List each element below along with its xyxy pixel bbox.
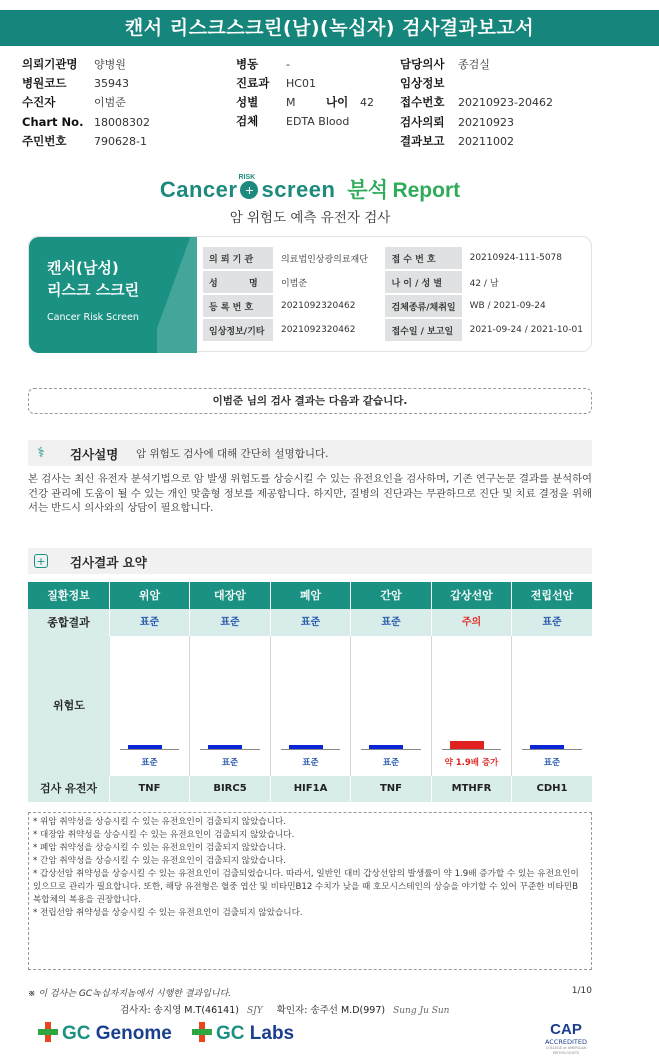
note-item: * 대장암 취약성을 상승시킬 수 있는 유전요인이 검출되지 않았습니다. xyxy=(33,830,295,840)
note-item: * 간암 취약성을 상승시킬 수 있는 유전요인이 검출되지 않았습니다. xyxy=(33,856,287,866)
info-row: 의 뢰 기 관 의료법인상광의료재단 접 수 번 호 20210924-111-5078 xyxy=(203,247,589,269)
footnote: ※ 이 검사는 GC녹십자지놈에서 시행한 결과입니다. xyxy=(28,989,232,999)
product-panel: 캔서(남성) 리스크 스크린 Cancer Risk Screen xyxy=(29,237,197,353)
header-field: 의뢰기관명 양병원 xyxy=(22,57,126,71)
patient-info-box xyxy=(28,236,592,352)
disease-header: 간암 xyxy=(351,582,432,609)
note-item: * 갑상선암 취약성을 상승시킬 수 있는 유전요인이 검출되었습니다. 따라서, 일반인 대비 갑상선암의 발생률이 약 1.9배 증가할 수 있는 유전요인이 있으므로 관리가 필요합니다. 또한, 해당 유전형은 혈중 엽산 및 비타민B12 수치가 낮을 때 호모시스테인의 상승을 야기할 수 있어 꾸준한 비타민B 복합체의 복용을 권장합니다. xyxy=(33,869,579,905)
disease-header: 전립선암 xyxy=(512,582,592,609)
risk-bar xyxy=(369,745,403,749)
report-title: 캔서 리스크스크린(남)(녹십자) 검사결과보고서 xyxy=(0,10,659,46)
disease-header: 대장암 xyxy=(190,582,271,609)
note-item: * 전립선암 취약성을 상승시킬 수 있는 유전요인이 검출되지 않았습니다. xyxy=(33,908,303,918)
summary-cell: 표준 xyxy=(190,609,271,636)
risk-baseline xyxy=(281,749,340,750)
risk-bar xyxy=(530,745,564,749)
gc-genome-logo: GC Genome xyxy=(38,1022,172,1045)
note-item: * 폐암 취약성을 상승시킬 수 있는 유전요인이 검출되지 않았습니다. xyxy=(33,843,287,853)
risk-cell xyxy=(432,636,512,776)
gene-cell: TNF xyxy=(351,776,432,802)
gene-cell: CDH1 xyxy=(512,776,592,802)
risk-baseline xyxy=(522,749,582,750)
gene-row: 검사 유전자 TNF BIRC5 HIF1A TNF MTHFR CDH1 xyxy=(28,776,592,802)
risk-baseline xyxy=(120,749,179,750)
risk-baseline xyxy=(361,749,421,750)
gene-cell: TNF xyxy=(110,776,190,802)
risk-cell xyxy=(351,636,432,776)
summary-cell: 주의 xyxy=(432,609,512,636)
summary-cell: 표준 xyxy=(110,609,190,636)
risk-level-label: 표준 xyxy=(543,758,561,768)
risk-row: 위험도 표준 표준 표준 표준 약 1.9배 증가 표준 xyxy=(28,636,592,776)
confirmer-signature: Sung Ju Sun xyxy=(393,1006,450,1016)
stethoscope-icon: ⚕ xyxy=(37,445,45,461)
header-field: 담당의사 종검실 xyxy=(400,57,490,71)
document-plus-icon: + xyxy=(34,554,48,568)
risk-bar xyxy=(128,745,162,749)
info-row: 임상정보/기타 2021092320462 접수일 / 보고일 2021-09-24 / 2021-10-01 xyxy=(203,319,589,341)
tester: 검사자: 송지영 M.T(46141) xyxy=(120,1005,239,1016)
info-row: 등 록 번 호 2021092320462 검체종류/채취일 WB / 2021-09-24 xyxy=(203,295,589,317)
cap-accredited-logo: CAP ACCREDITED COLLEGE of AMERICAN PATHOLOGISTS xyxy=(544,1021,588,1055)
section-test-description: ⚕ 검사설명 암 위험도 검사에 대해 간단히 설명합니다. xyxy=(28,440,592,466)
summary-cell: 표준 xyxy=(271,609,351,636)
header-field: 병원코드 35943 xyxy=(22,76,129,90)
summary-cell: 표준 xyxy=(512,609,592,636)
plus-icon: RISK + xyxy=(240,181,258,199)
header-field: 검사의뢰 20210923 xyxy=(400,115,514,129)
header-col3 xyxy=(400,57,553,153)
risk-level-label: 표준 xyxy=(221,758,239,768)
header-field: Chart No. 18008302 xyxy=(22,115,150,129)
risk-bar xyxy=(208,745,242,749)
summary-row: 종합결과 표준 표준 표준 표준 주의 표준 xyxy=(28,609,592,636)
disease-header-row: 질환정보 위암 대장암 폐암 간암 갑상선암 전립선암 xyxy=(28,582,592,609)
tester-signature: SJY xyxy=(246,1006,263,1016)
gc-cross-icon xyxy=(38,1022,58,1042)
disease-header: 폐암 xyxy=(271,582,351,609)
header-field: 결과보고 20211002 xyxy=(400,134,514,148)
test-description-text: 본 검사는 최신 유전자 분석기법으로 암 발생 위험도를 상승시킬 수 있는 유전요인을 검사하며, 기존 연구논문 결과를 분석하여 건강 관리에 도움이 될 수 있는 개인 맞춤형 정보를 제공합니다. 하지만, 질병의 진단과는 무관하므로 진단 및 치료 결정을 위해서는 반드시 의사와의 상담이 필요합니다. xyxy=(28,473,592,514)
age-value: 42 xyxy=(360,96,374,109)
gene-cell: MTHFR xyxy=(432,776,512,802)
risk-cell xyxy=(190,636,271,776)
header-field: 진료과 HC01 xyxy=(236,76,316,90)
gc-labs-logo: GC Labs xyxy=(192,1022,294,1045)
header-field: 임상정보 xyxy=(400,76,445,90)
risk-baseline xyxy=(442,749,501,750)
header-field: 성별 M 나이 42 xyxy=(236,95,374,109)
age-label: 나이 xyxy=(326,95,349,109)
results-table xyxy=(28,582,592,802)
disease-header: 위암 xyxy=(110,582,190,609)
header-field: 검체 EDTA Blood xyxy=(236,114,350,128)
gene-cell: HIF1A xyxy=(271,776,351,802)
header-field: 접수번호 20210923-20462 xyxy=(400,95,553,109)
report-body xyxy=(28,166,592,1028)
header-field: 수진자 이범준 xyxy=(22,95,126,109)
report-subtitle: 암 위험도 예측 유전자 검사 xyxy=(229,210,391,226)
signers xyxy=(120,1002,463,1016)
note-item: * 위암 취약성을 상승시킬 수 있는 유전요인이 검출되지 않았습니다. xyxy=(33,817,287,827)
header-col2 xyxy=(236,57,374,133)
disease-header: 갑상선암 xyxy=(432,582,512,609)
risk-bar xyxy=(450,741,484,749)
section-result-summary: + 검사결과 요약 xyxy=(28,548,592,574)
patient-info-table xyxy=(201,245,591,343)
risk-cell xyxy=(512,636,592,776)
risk-level-label: 표준 xyxy=(141,758,158,768)
risk-cell xyxy=(110,636,190,776)
risk-level-label: 표준 xyxy=(382,758,400,768)
greeting-banner: 이범준 님의 검사 결과는 다음과 같습니다. xyxy=(28,388,592,414)
risk-baseline xyxy=(200,749,260,750)
confirmer: 확인자: 송주선 M.D(997) xyxy=(276,1005,386,1016)
cancer-risk-screen-logo: Cancer RISK + screen 분석 Report xyxy=(159,174,461,202)
summary-cell: 표준 xyxy=(351,609,432,636)
risk-level-label: 약 1.9배 증가 xyxy=(444,758,499,768)
risk-bar xyxy=(289,745,323,749)
header-col1 xyxy=(22,57,150,153)
info-row: 성 명 이범준 나 이 / 성 별 42 / 남 xyxy=(203,271,589,293)
gene-cell: BIRC5 xyxy=(190,776,271,802)
risk-cell xyxy=(271,636,351,776)
result-notes xyxy=(28,812,592,970)
risk-level-label: 표준 xyxy=(302,758,319,768)
header-field: 병동 - xyxy=(236,57,290,71)
page-number: 1/10 xyxy=(571,986,592,996)
gc-cross-icon xyxy=(192,1022,212,1042)
header-field: 주민번호 790628-1 xyxy=(22,134,147,148)
